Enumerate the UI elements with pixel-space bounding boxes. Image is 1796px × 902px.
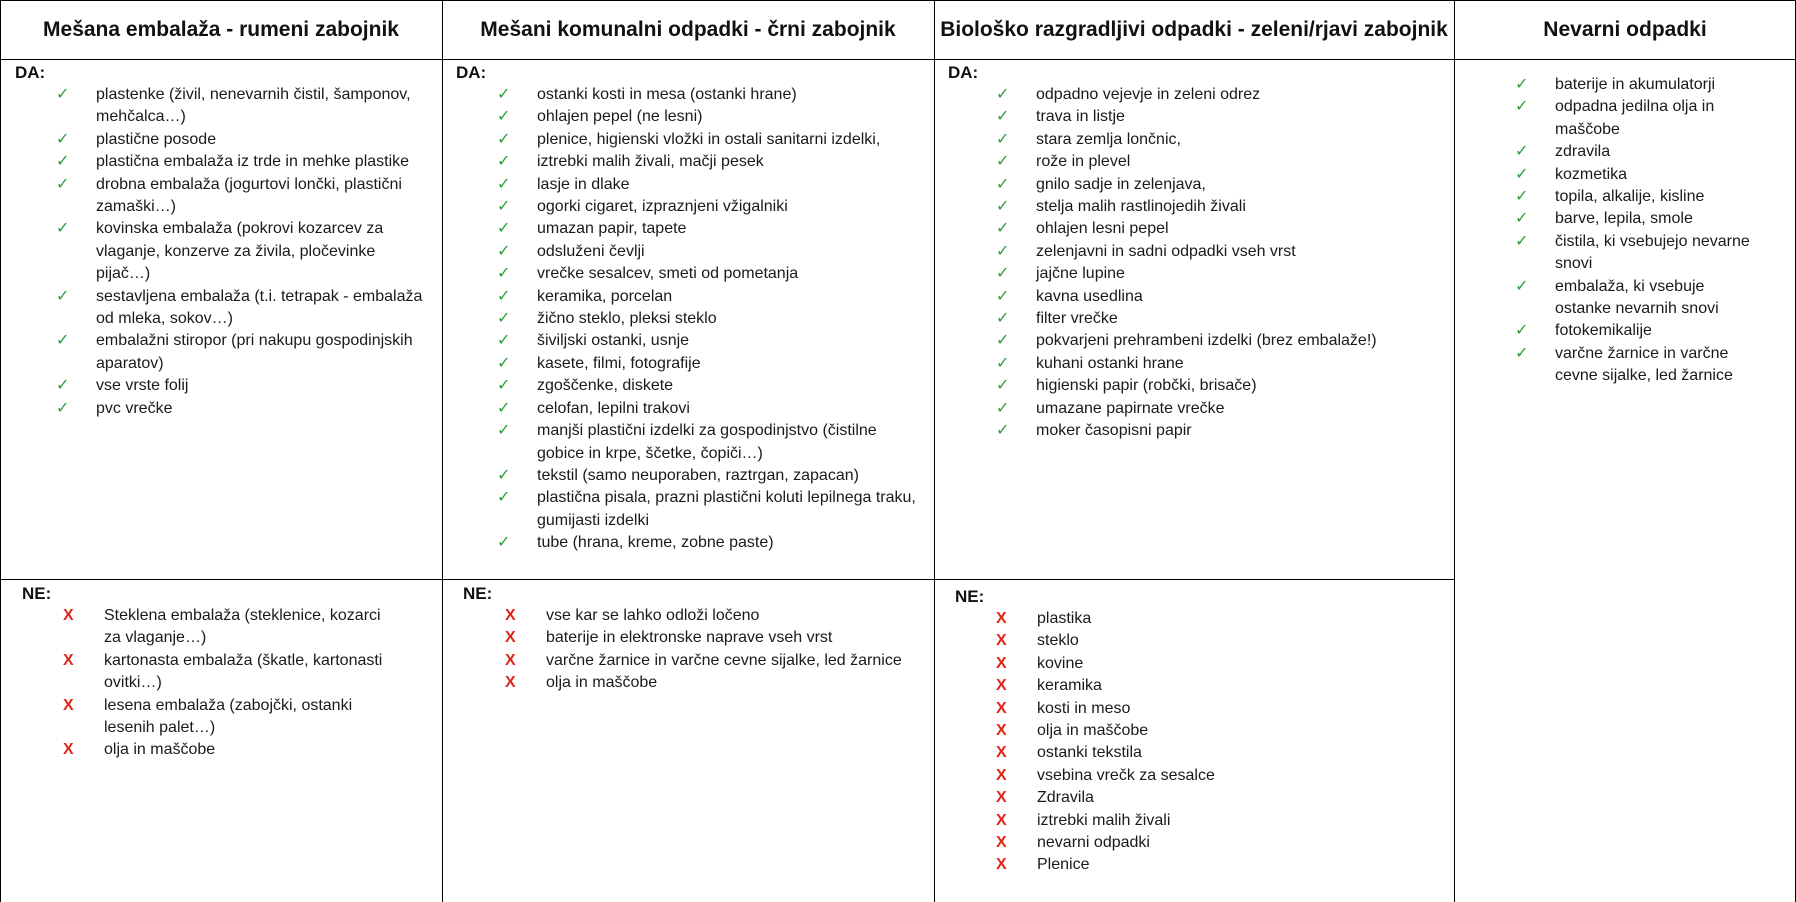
item-text: iztrebki malih živali, mačji pesek bbox=[537, 153, 764, 171]
check-icon: ✓ bbox=[56, 220, 70, 238]
list-item bbox=[56, 398, 432, 420]
cross-icon: X bbox=[996, 610, 1007, 627]
list-item bbox=[497, 330, 927, 352]
allowed-list-municipal bbox=[497, 84, 927, 555]
check-icon: ✓ bbox=[996, 198, 1010, 216]
list-item bbox=[497, 218, 927, 240]
item-text: embalažni stiropor (pri nakupu gospodinjskih aparatov) bbox=[96, 332, 413, 372]
item-text: olja in maščobe bbox=[1037, 722, 1149, 740]
item-text: baterije in elektronske naprave vseh vrst bbox=[546, 629, 833, 647]
list-item bbox=[497, 129, 927, 151]
item-text: baterije in akumulatorji bbox=[1555, 76, 1716, 93]
list-item bbox=[56, 375, 432, 397]
item-text: pvc vrečke bbox=[96, 399, 173, 417]
item-text: odpadna jedilna olja in maščobe bbox=[1555, 98, 1715, 138]
item-text: vrečke sesalcev, smeti od pometanja bbox=[537, 265, 799, 283]
item-text: kartonasta embalaža (škatle, kartonasti ovitki…) bbox=[104, 651, 383, 692]
item-text: umazan papir, tapete bbox=[537, 220, 687, 238]
list-item bbox=[497, 263, 927, 285]
list-item bbox=[996, 129, 1446, 151]
list-item bbox=[497, 465, 927, 487]
list-item bbox=[497, 241, 927, 263]
cross-icon: X bbox=[505, 607, 516, 624]
list-item bbox=[996, 353, 1446, 375]
header-divider bbox=[0, 59, 1796, 60]
check-icon: ✓ bbox=[56, 153, 70, 171]
list-item bbox=[497, 353, 927, 375]
list-item bbox=[996, 106, 1446, 128]
check-icon: ✓ bbox=[497, 287, 511, 305]
check-icon: ✓ bbox=[1515, 277, 1529, 295]
item-text: ostanki kosti in mesa (ostanki hrane) bbox=[537, 86, 797, 103]
list-item bbox=[497, 84, 927, 106]
check-icon: ✓ bbox=[996, 153, 1010, 171]
item-text: sestavljena embalaža (t.i. tetrapak - embalaža od mleka, sokov…) bbox=[96, 287, 423, 328]
check-icon: ✓ bbox=[996, 108, 1010, 126]
check-icon: ✓ bbox=[497, 86, 511, 103]
item-text: plenice, higienski vložki in ostali sanitarni izdelki, bbox=[537, 130, 881, 148]
check-icon: ✓ bbox=[497, 466, 511, 484]
cross-icon: X bbox=[63, 741, 74, 759]
list-item bbox=[1515, 141, 1755, 163]
list-item bbox=[996, 330, 1446, 352]
list-item bbox=[505, 650, 905, 672]
check-icon: ✓ bbox=[56, 86, 70, 103]
list-item bbox=[996, 263, 1446, 285]
check-icon: ✓ bbox=[497, 489, 511, 507]
column-divider bbox=[1454, 0, 1455, 902]
list-item bbox=[996, 720, 1436, 742]
item-text: ohlajen lesni pepel bbox=[1036, 220, 1169, 238]
item-text: moker časopisni papir bbox=[1036, 422, 1192, 440]
list-item bbox=[996, 420, 1446, 442]
item-text: ogorki cigaret, izpraznjeni vžigalniki bbox=[537, 198, 788, 216]
cross-icon: X bbox=[505, 651, 516, 669]
check-icon: ✓ bbox=[497, 153, 511, 171]
item-text: kovine bbox=[1037, 654, 1084, 672]
item-text: vse vrste folij bbox=[96, 377, 189, 395]
list-item bbox=[56, 174, 432, 219]
item-text: varčne žarnice in varčne cevne sijalke, led žarnice bbox=[1555, 344, 1733, 385]
list-item bbox=[497, 308, 927, 330]
item-text: plastenke (živil, nenevarnih čistil, šamponov, mehčalca…) bbox=[96, 86, 411, 126]
list-item bbox=[1515, 276, 1755, 321]
check-icon: ✓ bbox=[1515, 76, 1529, 93]
check-icon: ✓ bbox=[996, 175, 1010, 193]
check-icon: ✓ bbox=[996, 399, 1010, 417]
item-text: plastična embalaža iz trde in mehke plastike bbox=[96, 153, 410, 171]
item-text: zgoščenke, diskete bbox=[537, 377, 674, 395]
item-text: zelenjavni in sadni odpadki vseh vrst bbox=[1036, 242, 1296, 260]
yes-label: DA: bbox=[15, 63, 46, 82]
item-text: odpadno vejevje in zeleni odrez bbox=[1036, 86, 1261, 103]
item-text: drobna embalaža (jogurtovi lončki, plastični zamaški…) bbox=[96, 175, 402, 216]
list-item bbox=[996, 608, 1436, 630]
cross-icon: X bbox=[63, 696, 74, 714]
item-text: stelja malih rastlinojedih živali bbox=[1036, 198, 1246, 216]
check-icon: ✓ bbox=[56, 287, 70, 305]
no-label: NE: bbox=[463, 584, 493, 603]
check-icon: ✓ bbox=[497, 220, 511, 238]
yes-label: DA: bbox=[948, 63, 979, 82]
check-icon: ✓ bbox=[996, 354, 1010, 372]
item-text: manjši plastični izdelki za gospodinjstvo (čistilne gobice in krpe, ščetke, čopiči…) bbox=[537, 422, 877, 462]
list-item bbox=[505, 672, 905, 694]
column-divider bbox=[442, 0, 443, 902]
list-item bbox=[996, 218, 1446, 240]
check-icon: ✓ bbox=[56, 332, 70, 350]
check-icon: ✓ bbox=[996, 242, 1010, 260]
item-text: jajčne lupine bbox=[1036, 265, 1125, 283]
no-label: NE: bbox=[955, 587, 985, 606]
item-text: ostanki tekstila bbox=[1037, 744, 1142, 762]
list-item bbox=[996, 151, 1446, 173]
list-item bbox=[996, 84, 1446, 106]
list-item bbox=[63, 739, 383, 761]
check-icon: ✓ bbox=[497, 242, 511, 260]
list-item bbox=[1515, 320, 1755, 342]
item-text: olja in maščobe bbox=[104, 741, 216, 759]
check-icon: ✓ bbox=[497, 534, 511, 552]
section-divider bbox=[0, 579, 1454, 580]
item-text: topila, alkalije, kisline bbox=[1555, 188, 1705, 206]
item-text: vse kar se lahko odloži ločeno bbox=[546, 607, 760, 624]
item-text: olja in maščobe bbox=[546, 674, 658, 692]
list-item bbox=[497, 106, 927, 128]
list-item bbox=[996, 810, 1436, 832]
list-item bbox=[1515, 96, 1755, 141]
column-divider bbox=[934, 0, 935, 902]
list-item bbox=[505, 627, 905, 649]
item-text: vsebina vrečk za sesalce bbox=[1037, 766, 1215, 784]
check-icon: ✓ bbox=[497, 310, 511, 328]
list-item bbox=[497, 398, 927, 420]
item-text: tube (hrana, kreme, zobne paste) bbox=[537, 534, 774, 552]
check-icon: ✓ bbox=[996, 130, 1010, 148]
check-icon: ✓ bbox=[497, 108, 511, 126]
item-text: celofan, lepilni trakovi bbox=[537, 399, 690, 417]
list-item bbox=[497, 151, 927, 173]
cross-icon: X bbox=[996, 856, 1007, 874]
item-text: ohlajen pepel (ne lesni) bbox=[537, 108, 703, 126]
cross-icon: X bbox=[505, 629, 516, 647]
check-icon: ✓ bbox=[497, 332, 511, 350]
list-item bbox=[497, 174, 927, 196]
check-icon: ✓ bbox=[996, 332, 1010, 350]
item-text: tekstil (samo neuporaben, raztrgan, zapacan) bbox=[537, 466, 859, 484]
list-item bbox=[497, 375, 927, 397]
list-item bbox=[1515, 186, 1755, 208]
item-text: kasete, filmi, fotografije bbox=[537, 354, 701, 372]
check-icon: ✓ bbox=[996, 265, 1010, 283]
item-text: šiviljski ostanki, usnje bbox=[537, 332, 690, 350]
header-hazardous: Nevarni odpadki bbox=[1543, 17, 1707, 41]
item-text: kuhani ostanki hrane bbox=[1036, 354, 1184, 372]
item-text: embalaža, ki vsebuje ostanke nevarnih snovi bbox=[1555, 277, 1719, 318]
list-item bbox=[996, 241, 1446, 263]
cross-icon: X bbox=[63, 651, 74, 669]
item-text: barve, lepila, smole bbox=[1555, 210, 1693, 228]
cross-icon: X bbox=[996, 699, 1007, 717]
list-item bbox=[996, 675, 1436, 697]
check-icon: ✓ bbox=[996, 377, 1010, 395]
item-text: kosti in meso bbox=[1037, 699, 1131, 717]
check-icon: ✓ bbox=[996, 86, 1010, 103]
item-text: lasje in dlake bbox=[537, 175, 630, 193]
check-icon: ✓ bbox=[56, 399, 70, 417]
list-item bbox=[56, 286, 432, 331]
check-icon: ✓ bbox=[1515, 98, 1529, 116]
forbidden-list-municipal bbox=[505, 605, 905, 695]
item-text: gnilo sadje in zelenjava, bbox=[1036, 175, 1206, 193]
item-text: plastična pisala, prazni plastični koluti lepilnega traku, gumijasti izdelki bbox=[537, 489, 916, 529]
cross-icon: X bbox=[996, 789, 1007, 807]
list-item bbox=[996, 787, 1436, 809]
list-item bbox=[996, 653, 1436, 675]
list-item bbox=[56, 129, 432, 151]
item-text: stara zemlja lončnic, bbox=[1036, 130, 1181, 148]
list-item bbox=[1515, 164, 1755, 186]
item-text: kavna usedlina bbox=[1036, 287, 1143, 305]
item-text: steklo bbox=[1037, 632, 1079, 650]
item-text: keramika bbox=[1037, 677, 1102, 695]
list-item bbox=[56, 151, 432, 173]
check-icon: ✓ bbox=[56, 377, 70, 395]
list-item bbox=[996, 398, 1446, 420]
check-icon: ✓ bbox=[996, 287, 1010, 305]
check-icon: ✓ bbox=[497, 399, 511, 417]
list-item bbox=[996, 854, 1436, 876]
list-item bbox=[56, 84, 432, 129]
list-item bbox=[1515, 343, 1755, 388]
list-item bbox=[996, 630, 1436, 652]
item-text: umazane papirnate vrečke bbox=[1036, 399, 1225, 417]
check-icon: ✓ bbox=[497, 198, 511, 216]
list-item bbox=[996, 286, 1446, 308]
check-icon: ✓ bbox=[1515, 143, 1529, 161]
list-item bbox=[497, 487, 927, 532]
item-text: Zdravila bbox=[1037, 789, 1094, 807]
list-item bbox=[1515, 231, 1755, 276]
list-item bbox=[63, 605, 383, 650]
item-text: zdravila bbox=[1555, 143, 1611, 161]
list-item bbox=[497, 196, 927, 218]
check-icon: ✓ bbox=[996, 220, 1010, 238]
cross-icon: X bbox=[996, 654, 1007, 672]
check-icon: ✓ bbox=[996, 310, 1010, 328]
list-item bbox=[996, 765, 1436, 787]
cross-icon: X bbox=[996, 677, 1007, 695]
cross-icon: X bbox=[63, 607, 74, 624]
item-text: fotokemikalije bbox=[1555, 322, 1652, 340]
list-item bbox=[996, 698, 1436, 720]
check-icon: ✓ bbox=[497, 175, 511, 193]
check-icon: ✓ bbox=[1515, 322, 1529, 340]
cross-icon: X bbox=[996, 834, 1007, 852]
item-text: keramika, porcelan bbox=[537, 287, 673, 305]
list-item bbox=[996, 832, 1436, 854]
check-icon: ✓ bbox=[1515, 165, 1529, 183]
item-text: kozmetika bbox=[1555, 165, 1628, 183]
header-biodegradable: Biološko razgradljivi odpadki - zeleni/rjavi zabojnik bbox=[940, 17, 1448, 41]
check-icon: ✓ bbox=[1515, 232, 1529, 250]
check-icon: ✓ bbox=[996, 422, 1010, 440]
check-icon: ✓ bbox=[1515, 344, 1529, 362]
yes-label: DA: bbox=[456, 63, 487, 82]
item-text: nevarni odpadki bbox=[1037, 834, 1150, 852]
list-item bbox=[996, 742, 1436, 764]
check-icon: ✓ bbox=[497, 422, 511, 440]
check-icon: ✓ bbox=[497, 265, 511, 283]
cross-icon: X bbox=[505, 674, 516, 692]
list-item bbox=[996, 174, 1446, 196]
header-mixed-municipal: Mešani komunalni odpadki - črni zabojnik bbox=[480, 17, 896, 41]
cross-icon: X bbox=[996, 722, 1007, 740]
item-text: pokvarjeni prehrambeni izdelki (brez embalaže!) bbox=[1036, 332, 1377, 350]
list-item bbox=[63, 695, 383, 740]
list-item bbox=[1515, 74, 1755, 96]
item-text: trava in listje bbox=[1036, 108, 1125, 126]
item-text: žično steklo, pleksi steklo bbox=[537, 310, 717, 328]
item-text: plastika bbox=[1037, 610, 1092, 627]
no-label: NE: bbox=[22, 584, 52, 603]
list-item bbox=[996, 196, 1446, 218]
item-text: kovinska embalaža (pokrovi kozarcev za vlaganje, konzerve za živila, pločevinke pijač…) bbox=[96, 220, 384, 283]
list-item bbox=[63, 650, 383, 695]
check-icon: ✓ bbox=[497, 377, 511, 395]
item-text: filter vrečke bbox=[1036, 310, 1118, 328]
item-text: odsluženi čevlji bbox=[537, 242, 645, 260]
allowed-list-biodegradable bbox=[996, 84, 1446, 443]
check-icon: ✓ bbox=[497, 354, 511, 372]
check-icon: ✓ bbox=[497, 130, 511, 148]
cross-icon: X bbox=[996, 811, 1007, 829]
item-text: lesena embalaža (zabojčki, ostanki lesenih palet…) bbox=[104, 696, 353, 737]
item-text: Steklena embalaža (steklenice, kozarci za vlaganje…) bbox=[104, 607, 381, 647]
check-icon: ✓ bbox=[1515, 210, 1529, 228]
list-item bbox=[505, 605, 905, 627]
header-mixed-packaging: Mešana embalaža - rumeni zabojnik bbox=[43, 17, 399, 41]
item-text: varčne žarnice in varčne cevne sijalke, led žarnice bbox=[546, 651, 902, 669]
list-item bbox=[497, 420, 927, 465]
forbidden-list-biodegradable bbox=[996, 608, 1436, 877]
list-item bbox=[56, 330, 432, 375]
list-item bbox=[996, 375, 1446, 397]
item-text: Plenice bbox=[1037, 856, 1090, 874]
cross-icon: X bbox=[996, 744, 1007, 762]
table-border bbox=[0, 0, 1, 902]
list-item bbox=[996, 308, 1446, 330]
item-text: higienski papir (robčki, brisače) bbox=[1036, 377, 1257, 395]
check-icon: ✓ bbox=[1515, 188, 1529, 206]
list-item bbox=[1515, 208, 1755, 230]
item-text: plastične posode bbox=[96, 130, 217, 148]
item-text: rože in plevel bbox=[1036, 153, 1131, 171]
allowed-list-packaging bbox=[56, 84, 432, 420]
allowed-list-hazardous bbox=[1515, 74, 1755, 388]
check-icon: ✓ bbox=[56, 130, 70, 148]
list-item bbox=[497, 532, 927, 554]
list-item bbox=[56, 218, 432, 285]
check-icon: ✓ bbox=[56, 175, 70, 193]
cross-icon: X bbox=[996, 632, 1007, 650]
list-item bbox=[497, 286, 927, 308]
item-text: čistila, ki vsebujejo nevarne snovi bbox=[1555, 232, 1750, 273]
cross-icon: X bbox=[996, 766, 1007, 784]
item-text: iztrebki malih živali bbox=[1037, 811, 1171, 829]
forbidden-list-packaging bbox=[63, 605, 383, 762]
